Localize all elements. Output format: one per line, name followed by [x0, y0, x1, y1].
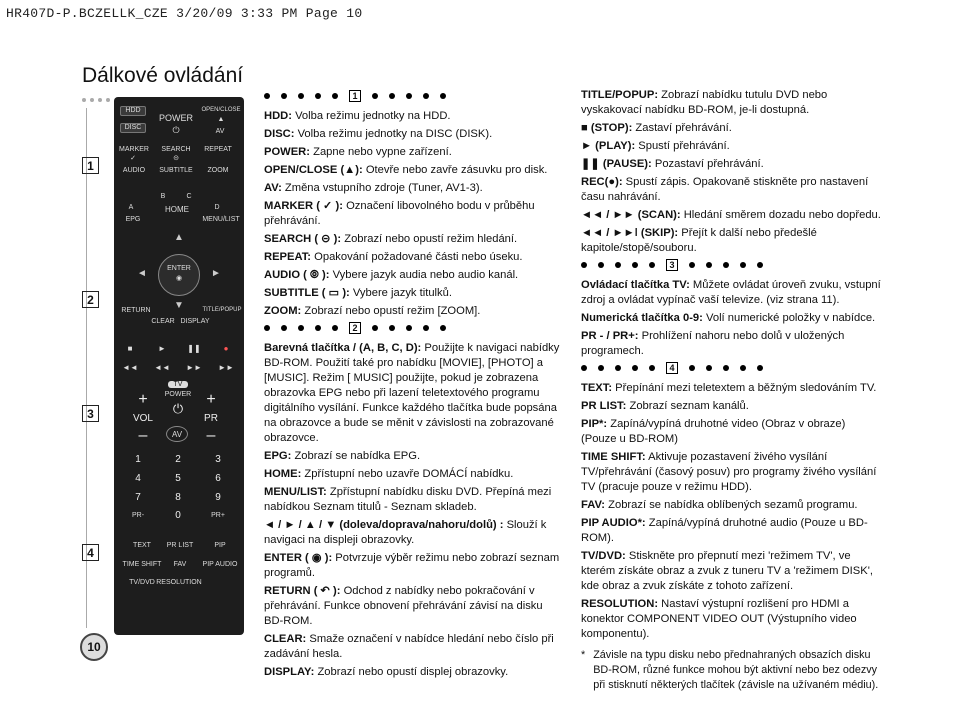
item-home: HOME: Zpřístupní nebo uzavře DOMÁCÍ nabídku. [264, 468, 514, 480]
footnote-text: Závisle na typu disku nebo přednahraných obsazích disku BD-ROM, různé funkce mohou být aktivní nebo bez odezvy při stisknutí některých tlačítek (závisle na užívaném médiu). [593, 649, 879, 691]
pr-minus-label: PR- [131, 512, 145, 519]
item-tv-dvd: TV/DVD: Stiskněte pro přepnutí mezi 'režimem TV', ve kterém získáte obraz a zvuk z tuneru TV a 'režimem DISK', kde obraz a zvuk získáte z tohoto zařízení. [581, 550, 873, 592]
clear-label: CLEAR [151, 318, 175, 325]
item-pip-audio: PIP AUDIO*: Zapíná/vypíná druhotné audio (Pouze u BD-ROM). [581, 517, 868, 544]
print-header: HR407D-P.BCZELLK_CZE 3/20/09 3:33 PM Page 10 [6, 6, 363, 21]
zoom-label: ZOOM [207, 167, 229, 174]
digit-0: 0 [175, 510, 181, 521]
footnote-star: * [581, 649, 586, 661]
stop-icon: ■ [127, 344, 133, 353]
arrow-up-icon: ▲ [174, 232, 184, 243]
item-zoom: ZOOM: Zobrazí nebo opustí režim [ZOOM]. [264, 305, 481, 317]
hdd-label: HDD [125, 107, 141, 114]
item-clear: CLEAR: Smaže označení v nabídce hledání nebo číslo při zadávání hesla. [264, 633, 554, 660]
item-audio: AUDIO ( ⦾ ): Vybere jazyk audia nebo audio kanál. [264, 269, 519, 281]
item-stop: ■ (STOP): Zastaví přehrávání. [581, 122, 732, 134]
color-b-label: B [160, 193, 166, 200]
item-disc: DISC: Volba režimu jednotky na DISC (DISK). [264, 128, 493, 140]
time-shift-label: TIME SHIFT [122, 561, 162, 568]
arrow-left-icon: ◄ [137, 268, 147, 279]
item-power: POWER: Zapne nebo vypne zařízení. [264, 146, 452, 158]
digit-8: 8 [175, 492, 181, 503]
section-heading-1 [264, 90, 564, 102]
item-scan: ◄◄ / ►► (SCAN): Hledání směrem dozadu nebo dopředu. [581, 209, 881, 221]
item-arrows: ◄ / ► / ▲ / ▼ (doleva/doprava/nahoru/dolů) : Slouží k navigaci na displeji obrazovky. [264, 519, 547, 546]
disc-label: DISC [124, 124, 142, 131]
vol-minus-icon: – [138, 427, 148, 444]
epg-label: EPG [125, 216, 141, 223]
rec-icon: ● [223, 344, 229, 353]
marker-icon: ✓ [130, 155, 136, 162]
section-marker-1: 1 [82, 157, 99, 174]
digit-2: 2 [175, 454, 181, 465]
repeat-label: REPEAT [204, 146, 232, 153]
section-number-2: 2 [349, 322, 361, 334]
item-color-buttons: Barevná tlačítka / (A, B, C, D): Použijte k navigaci nabídky BD-ROM. Použití také pro nabídku [MOVIE], [PHOTO] a [MUSIC]. Režim [ MUSIC] použijte, pokud je zobrazena obrazovka EPG nebo při lazení teletextového programu digitálního vysílání. Funkce každého tlačítka bude popsána na obrazovce a bude se měnit v závislosti na zobrazované obrazovce. [264, 342, 560, 444]
page-number: 10 [80, 633, 108, 661]
eject-icon: ▲ [217, 116, 225, 123]
section-marker-2: 2 [82, 291, 99, 308]
digit-3: 3 [215, 454, 221, 465]
search-icon: ⊝ [173, 155, 179, 162]
pip-label: PIP [214, 542, 226, 549]
footnote [581, 648, 881, 693]
play-icon: ► [158, 344, 166, 353]
item-enter: ENTER ( ◉ ): Potvrzuje výběr režimu nebo zobrazí seznam programů. [264, 552, 560, 579]
menu-list-label: MENU/LIST [202, 216, 240, 223]
item-pr: PR - / PR+: Prohlížení nahoru nebo dolů v uložených programech. [581, 330, 845, 357]
item-open-close: OPEN/CLOSE (▲): Otevře nebo zavře zásuvku pro disk. [264, 164, 548, 176]
tv-dvd-label: TV/DVD [129, 579, 155, 586]
digit-1: 1 [135, 454, 141, 465]
text-label: TEXT [133, 542, 151, 549]
digit-9: 9 [215, 492, 221, 503]
item-epg: EPG: Zobrazí se nabídka EPG. [264, 450, 421, 462]
title-popup-label: TITLE/POPUP [202, 307, 242, 313]
pause-icon: ❚❚ [187, 344, 201, 353]
enter-icon: ◉ [175, 275, 183, 282]
digit-6: 6 [215, 473, 221, 484]
item-title-popup: TITLE/POPUP: Zobrazí nabídku tutulu DVD nebo vyskakovací nabídku BD-ROM, je-li dostupná. [581, 89, 828, 116]
color-a-label: A [128, 204, 134, 211]
item-rec: REC(●): Spustí zápis. Opakovaně stiskněte pro nastavení času nahrávání. [581, 176, 869, 203]
pr-minus-icon: – [206, 427, 216, 444]
pr-plus-label: PR+ [211, 512, 225, 519]
section-marker-4: 4 [82, 544, 99, 561]
item-pr-list: PR LIST: Zobrazí seznam kanálů. [581, 400, 749, 412]
remote-control [114, 97, 244, 635]
section-number-1: 1 [349, 90, 361, 102]
section-heading-3 [581, 259, 881, 271]
item-repeat: REPEAT: Opakování požadované části nebo úseku. [264, 251, 523, 263]
item-display: DISPLAY: Zobrazí nebo opustí displej obrazovky. [264, 666, 509, 678]
section-number-3: 3 [666, 259, 678, 271]
item-resolution: RESOLUTION: Nastaví výstupní rozlišení pro HDMI a konektor COMPONENT VIDEO OUT (Výstupního video komponentu). [581, 598, 857, 640]
display-label: DISPLAY [180, 318, 210, 325]
pr-label: PR [204, 413, 218, 424]
tv-badge: TV [168, 381, 188, 388]
marker-label: MARKER [119, 146, 149, 153]
tv-power-label: POWER [164, 391, 192, 398]
digit-5: 5 [175, 473, 181, 484]
pr-plus-icon: + [206, 391, 216, 408]
item-tv-buttons: Ovládací tlačítka TV: Můžete ovládat úroveň zvuku, vstupní zdroj a ovládat vypínač vaší televize. (viz strana 11). [581, 279, 881, 306]
fav-label: FAV [173, 561, 187, 568]
item-pip: PIP*: Zapíná/vypíná druhotné video (Obraz v obraze) (Pouze u BD-ROM) [581, 418, 846, 445]
skip-fwd-icon: ►► [218, 363, 234, 372]
subtitle-label: SUBTITLE [159, 167, 193, 174]
dot-row-top [82, 98, 110, 102]
power-icon: ⏻ [172, 125, 180, 135]
digit-7: 7 [135, 492, 141, 503]
item-pause: ❚❚ (PAUSE): Pozastaví přehrávání. [581, 158, 764, 170]
vol-label: VOL [132, 413, 153, 424]
item-menu-list: MENU/LIST: Zpřístupní nabídku disku DVD. Přepíná mezi nabídkou Seznam titulů - Seznam skladeb. [264, 486, 552, 513]
tv-av-label: AV [171, 430, 183, 439]
audio-label: AUDIO [122, 167, 146, 174]
search-label: SEARCH [161, 146, 191, 153]
scan-back-icon: ◄◄ [154, 363, 170, 372]
item-av: AV: Změna vstupního zdroje (Tuner, AV1-3). [264, 182, 483, 194]
item-marker: MARKER ( ✓ ): Označení libovolného bodu v průběhu přehrávání. [264, 200, 535, 227]
item-hdd: HDD: Volba režimu jednotky na HDD. [264, 110, 451, 122]
pip-audio-label: PIP AUDIO [202, 561, 238, 568]
tv-power-icon: ⏻ [172, 401, 184, 416]
av-label: AV [215, 128, 225, 135]
pr-list-label: PR LIST [166, 542, 194, 549]
section-heading-2 [264, 322, 564, 334]
open-close-label: OPEN/CLOSE [201, 107, 241, 113]
item-search: SEARCH ( ⊝ ): Zobrazí nebo opustí režim hledání. [264, 233, 518, 245]
home-label: HOME [165, 205, 189, 214]
page-title: Dálkové ovládání [82, 64, 244, 87]
color-c-label: C [186, 193, 192, 200]
enter-label: ENTER [167, 265, 191, 272]
vol-plus-icon: + [138, 391, 148, 408]
skip-back-icon: ◄◄ [122, 363, 138, 372]
column-right [581, 88, 881, 693]
scan-fwd-icon: ►► [186, 363, 202, 372]
return-label: RETURN [121, 307, 151, 314]
item-skip: ◄◄ / ►►ǀ (SKIP): Přejít k další nebo předešlé kapitole/stopě/souboru. [581, 227, 817, 254]
item-subtitle: SUBTITLE ( ▭ ): Vybere jazyk titulků. [264, 287, 452, 299]
column-left [264, 88, 564, 683]
color-d-label: D [214, 204, 220, 211]
section-heading-4 [581, 362, 881, 374]
item-play: ► (PLAY): Spustí přehrávání. [581, 140, 730, 152]
section-marker-3: 3 [82, 405, 99, 422]
power-label: POWER [158, 113, 193, 123]
item-text: TEXT: Přepínání mezi teletextem a běžným sledováním TV. [581, 382, 877, 394]
item-time-shift: TIME SHIFT: Aktivuje pozastavení živého vysílání TV/přehrávání (časový posuv) pro programy živého vysílání TV (pracuje pouze v režimu HDD). [581, 451, 877, 493]
item-return: RETURN ( ↶ ): Odchod z nabídky nebo pokračování v přehrávání. Funkce obnovení přehrávání závisí na disku BD-ROM. [264, 585, 543, 627]
arrow-right-icon: ► [211, 268, 221, 279]
resolution-label: RESOLUTION [156, 579, 202, 586]
item-numeric: Numerická tlačítka 0-9: Volí numerické položky v nabídce. [581, 312, 876, 324]
digit-4: 4 [135, 473, 141, 484]
arrow-down-icon: ▼ [174, 300, 184, 311]
item-fav: FAV: Zobrazí se nabídka oblíbených sezamů programu. [581, 499, 858, 511]
section-number-4: 4 [666, 362, 678, 374]
